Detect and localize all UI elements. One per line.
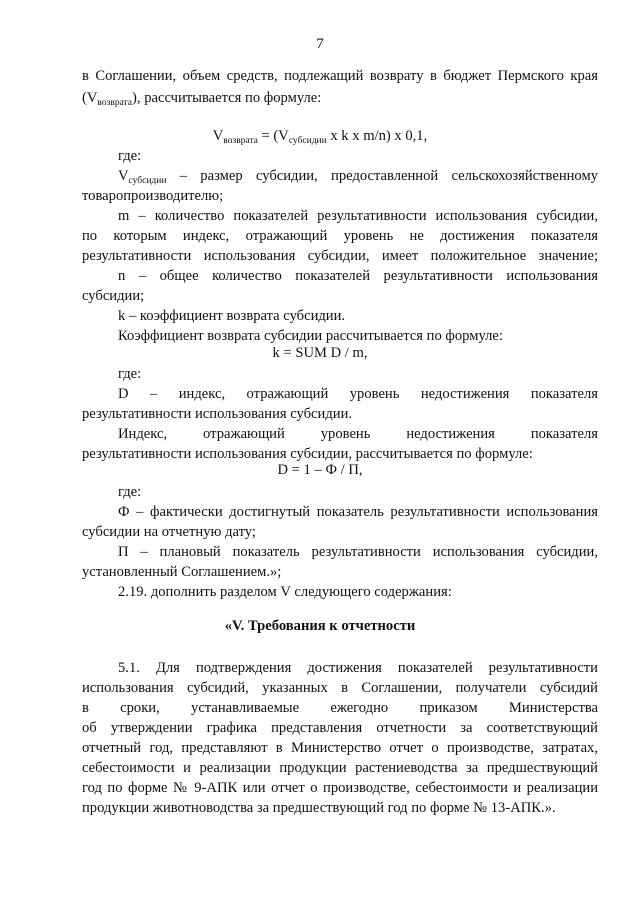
text-line: в Соглашении, объем средств, подлежащий возврату в бюджет Пермского края [82, 68, 598, 84]
formula-k: k = SUM D / m, [272, 345, 368, 361]
text-line: результативности использования субсидии, имеет положительное значение; [82, 248, 598, 264]
text-line: где: [118, 484, 142, 500]
text-line: субсидии на отчетную дату; [82, 524, 256, 540]
page-number: 7 [316, 36, 324, 52]
text-line: k – коэффициент возврата субсидии. [118, 308, 346, 324]
text-line: в сроки, устанавливаемые ежегодно приказом Министерства [82, 700, 598, 716]
text-line: П – плановый показатель результативности использования субсидии, [118, 544, 598, 560]
text-line: где: [118, 366, 142, 382]
text-line: год по форме № 9-АПК или отчет о производстве, себестоимости и реализации [82, 780, 598, 796]
text-line: субсидии; [82, 288, 145, 304]
text-line: Индекс, отражающий уровень недостижения показателя [118, 426, 598, 442]
text-line: отчетный год, представляют в Министерство отчет о производстве, затратах, [82, 740, 598, 756]
text-line: по которым индекс, отражающий уровень не достижения показателя [82, 228, 598, 244]
text-line: Коэффициент возврата субсидии рассчитывается по формуле: [118, 328, 503, 344]
text-line: использования субсидий, указанных в Соглашении, получатели субсидий [82, 680, 598, 696]
text-line: товаропроизводителю; [82, 188, 224, 204]
text-line: n – общее количество показателей результативности использования [118, 268, 598, 284]
formula-d: D = 1 – Ф / П, [277, 462, 363, 478]
text-line: где: [118, 148, 142, 164]
text-line: 2.19. дополнить разделом V следующего содержания: [118, 584, 452, 600]
text-line: об утверждении графика представления отчетности за соответствующий [82, 720, 598, 736]
text-line: результативности использования субсидии. [82, 406, 353, 422]
text-line: m – количество показателей результативности использования субсидии, [118, 208, 598, 224]
text-line: Ф – фактически достигнутый показатель результативности использования [118, 504, 598, 520]
formula-v-return: $V_{возврата} = (V_{субсидии}$ x k x m/n) x 0,1, [212, 128, 428, 146]
text-line: продукции животноводства за предшествующий год по форме № 13-АПК.». [82, 800, 556, 816]
text-line: 5.1. Для подтверждения достижения показателей результативности [118, 660, 598, 676]
text-line: результативности использования субсидии, рассчитывается по формуле: [82, 446, 533, 462]
text-line: установленный Соглашением.»; [82, 564, 282, 580]
text-line: D – индекс, отражающий уровень недостижения показателя [118, 386, 598, 402]
text-line: себестоимости и реализации продукции растениеводства за предшествующий [82, 760, 598, 776]
text-line: $(V_{возврата})$, рассчитывается по формуле: [82, 90, 322, 108]
text-line: $V_{субсидии}$ – размер субсидии, предоставленной сельскохозяйственному [118, 168, 598, 186]
section-heading: «V. Требования к отчетности [224, 618, 416, 634]
